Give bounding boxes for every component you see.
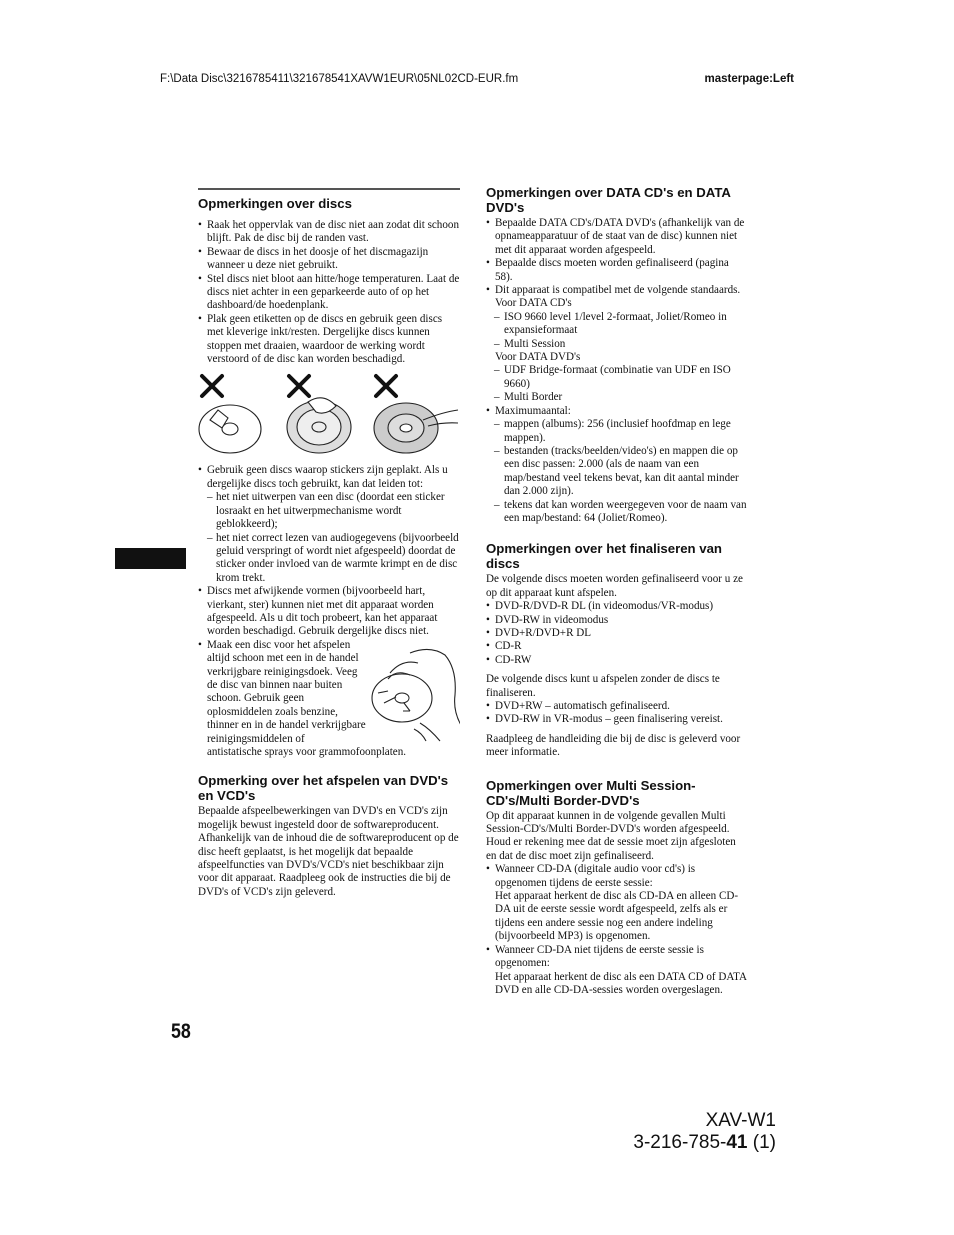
dash-list <box>495 364 748 404</box>
disc-with-finger-icon <box>199 405 261 453</box>
disc-cleaning-icon <box>374 403 458 453</box>
list-item-text: Gebruik geen discs waarop stickers zijn geplakt. Als u dergelijke discs toch gebruikt, kan dat leiden tot: <box>207 464 448 490</box>
dash-item: – mappen (albums): 256 (inclusief hoofdmap en lege mappen). <box>494 418 731 444</box>
paragraph: De volgende discs moeten worden gefinaliseerd voor u ze op dit apparaat kunt afspelen. <box>486 573 743 599</box>
dash-item-text: tekens dat kan worden weergegeven voor de naam van een map/bestand: 64 (Joliet/Romeo). <box>504 498 747 524</box>
dash-item-text: Multi Session <box>504 337 566 350</box>
list-item-text: • Maak een disc voor het afspelen altijd schoon met een in de handel verkrijgbare reinigingsdoek. Veeg de disc van binnen naar buiten schoon. Gebruik geen oplosmiddelen zoals benzine, thinner en in de handel verkrijgbare reinigingsmiddelen of <box>207 638 366 745</box>
dash-list <box>495 418 748 525</box>
dash-item: – het niet uitwerpen van een disc (doordat een sticker losraakt en het uitwerpmechanisme wordt geblokkeerd); <box>207 491 445 531</box>
dash-item: – het niet correct lezen van audiogegevens (bijvoorbeeld geluid verspringt of wordt niet afgespeeld) doordat de sticker onder invloed van de warmte krimpt en de disc krom trekt. <box>207 531 459 584</box>
section-discs <box>198 188 460 759</box>
left-column <box>198 188 460 899</box>
section-multi-session <box>486 778 748 998</box>
list-item: • DVD+RW – automatisch gefinaliseerd. <box>486 700 748 713</box>
bullet-list <box>486 217 748 525</box>
model-code <box>633 1132 776 1154</box>
warped-disc-icon <box>287 398 351 453</box>
model-name: XAV-W1 <box>705 1110 776 1131</box>
list-item: • Bewaar de discs in het doosje of het discmagazijn wanneer u deze niet gebruikt. <box>198 246 460 273</box>
dash-item-text: bestanden (tracks/beelden/video's) en mappen die op een disc passen: 2.000 (als de naam van een map/bestand veel tekens bevat, kan dit aantal minder dan 2.000 zijn). <box>504 444 739 498</box>
list-item: • DVD+R/DVD+R DL <box>486 627 748 640</box>
list-item-text: Dit apparaat is compatibel met de volgende standaards. <box>495 284 741 297</box>
sub-heading: Voor DATA DVD's <box>495 351 581 364</box>
right-column <box>486 185 748 997</box>
dash-list <box>207 491 460 585</box>
list-item-text: • Wanneer CD-DA niet tijdens de eerste sessie is opgenomen: <box>495 943 704 970</box>
dash-item: – tekens dat kan worden weergegeven voor de naam van een map/bestand: 64 (Joliet/Romeo). <box>494 498 747 524</box>
bullet-list <box>486 600 748 667</box>
bullet-list <box>198 219 460 366</box>
hand-wiping-disc-illustration <box>370 643 460 743</box>
section-title: Opmerking over het afspelen van DVD's en VCD's <box>198 773 449 804</box>
model-code-prefix: 3-216-785- <box>633 1132 727 1153</box>
list-item <box>486 944 748 998</box>
list-item-body: Het apparaat herkent de disc als een DATA CD of DATA DVD en alle CD-DA-sessies worden overgeslagen. <box>495 970 747 996</box>
section-title: Opmerkingen over discs <box>198 196 352 211</box>
cross-icon <box>289 376 309 396</box>
list-item: • DVD-RW in videomodus <box>486 614 748 627</box>
paragraph: Bepaalde afspeelbewerkingen van DVD's en VCD's zijn mogelijk bewust ingesteld door de softwareproducent. Afhankelijk van de inhoud die de softwareproducent op de disc heeft geplaatst, is het mogelijk dat bepaalde afspeelfuncties van DVD's/VCD's niet beschikbaar zijn voor dit apparaat. Raadpleeg ook de instructies die bij de DVD's of VCD's zijn geleverd. <box>198 805 459 898</box>
list-item: • Raak het oppervlak van de disc niet aan zodat dit schoon blijft. Pak de disc bij de randen vast. <box>198 219 460 246</box>
list-item: • CD-RW <box>486 654 748 667</box>
section-data-cd-dvd <box>486 185 748 525</box>
sub-heading: Voor DATA CD's <box>495 297 572 310</box>
list-item <box>486 863 748 943</box>
section-title: Opmerkingen over Multi Session-CD's/Multi Border-DVD's <box>486 777 696 808</box>
bullet-list <box>198 464 460 759</box>
page-number: 58 <box>171 1020 191 1043</box>
paragraph: De volgende discs kunt u afspelen zonder de discs te finaliseren. <box>486 673 720 699</box>
masterpage-label: masterpage:Left <box>704 73 794 85</box>
dash-item: – Multi Border <box>494 391 563 404</box>
list-item: • CD-R <box>486 640 748 653</box>
dash-item-text: Multi Border <box>504 391 563 404</box>
list-item: • Discs met afwijkende vormen (bijvoorbeeld hart, vierkant, ster) kunnen niet met dit apparaat worden afgespeeld. Als u dit toch probeert, kan het apparaat worden beschadigd. Gebruik dergelijke discs niet. <box>198 585 460 639</box>
model-info <box>633 1110 776 1154</box>
dash-item-text: UDF Bridge-formaat (combinatie van UDF en ISO 9660) <box>504 364 731 390</box>
section-finalizing <box>486 541 748 759</box>
disc-warning-illustrations <box>198 372 460 458</box>
paragraph: Op dit apparaat kunnen in de volgende gevallen Multi Session-CD's/Multi Border-DVD's worden afgespeeld. Houd er rekening mee dat de sessie moet zijn afgesloten en dat de disc moet zijn gefinaliseerd. <box>486 809 736 862</box>
section-title: Opmerkingen over het finaliseren van discs <box>486 541 722 572</box>
list-item: • DVD-RW in VR-modus – geen finalisering vereist. <box>486 713 748 726</box>
list-item: • Plak geen etiketten op de discs en gebruik geen discs met kleverige inkt/resten. Dergelijke discs kunnen stoppen met draaien, waardoor de werking wordt verstoord of de disc kan worden beschadigd. <box>198 313 460 367</box>
model-code-bold: 41 <box>726 1132 748 1153</box>
list-item-text: • Wanneer CD-DA (digitale audio voor cd's) is opgenomen tijdens de eerste sessie: <box>495 863 696 889</box>
dash-item: – bestanden (tracks/beelden/video's) en mappen die op een disc passen: 2.000 (als de naam van een map/bestand veel tekens bevat, kan dit aantal minder dan 2.000 zijn). <box>494 444 739 498</box>
list-item <box>486 405 748 526</box>
dash-item: – Multi Session <box>494 337 566 350</box>
list-item <box>486 284 748 405</box>
list-item <box>198 639 460 760</box>
list-item-body: Het apparaat herkent de disc als CD-DA en alleen CD-DA uit de eerste sessie wordt afgespeeld, zelfs als er tijdens een andere sessie nog een andere indeling (bijvoorbeeld MP3) is opgenomen. <box>495 890 739 943</box>
list-item: • DVD-R/DVD-R DL (in videomodus/VR-modus) <box>486 600 748 613</box>
section-title: Opmerkingen over DATA CD's en DATA DVD's <box>486 185 731 215</box>
model-code-suffix: (1) <box>747 1132 776 1153</box>
list-item-text-end: antistatische sprays voor grammofoonplaten. <box>207 746 407 758</box>
list-item-text: Maximumaantal: <box>495 404 571 417</box>
list-item: • Stel discs niet bloot aan hitte/hoge temperaturen. Laat de discs niet achter in een geparkeerde auto of op het dashboard/de hoedenplank. <box>198 273 460 313</box>
bullet-list <box>486 700 748 727</box>
bullet-list <box>486 863 748 997</box>
list-item: • Bepaalde discs moeten worden gefinaliseerd (pagina 58). <box>486 257 748 284</box>
dash-item-text: ISO 9660 level 1/level 2-formaat, Joliet/Romeo in expansieformaat <box>504 310 727 337</box>
dash-item-text: mappen (albums): 256 (inclusief hoofdmap en lege mappen). <box>504 418 731 444</box>
paragraph: Raadpleeg de handleiding die bij de disc is geleverd voor meer informatie. <box>486 732 741 759</box>
dash-item: – ISO 9660 level 1/level 2-formaat, Joliet/Romeo in expansieformaat <box>494 310 727 337</box>
list-item <box>198 464 460 585</box>
dash-list <box>495 311 748 351</box>
cross-icon <box>376 376 396 396</box>
section-tab-marker <box>115 548 186 569</box>
dash-item: – UDF Bridge-formaat (combinatie van UDF en ISO 9660) <box>494 364 731 390</box>
section-dvd-vcd-playback <box>198 773 460 899</box>
dash-item-text: het niet uitwerpen van een disc (doordat een sticker losraakt en het uitwerpmechanisme wordt geblokkeerd); <box>216 491 445 531</box>
cross-icon <box>202 376 222 396</box>
file-path: F:\Data Disc\3216785411\321678541XAVW1EUR\05NL02CD-EUR.fm <box>160 73 519 85</box>
dash-item-text: het niet correct lezen van audiogegevens (bijvoorbeeld geluid verspringt of wordt niet afgespeeld) doordat de sticker onder invloed van de warmte krimpt en de disc krom trekt. <box>216 531 459 584</box>
list-item: • Bepaalde DATA CD's/DATA DVD's (afhankelijk van de opnameapparatuur of de staat van de disc) kunnen niet met dit apparaat worden afgespeeld. <box>486 217 748 257</box>
